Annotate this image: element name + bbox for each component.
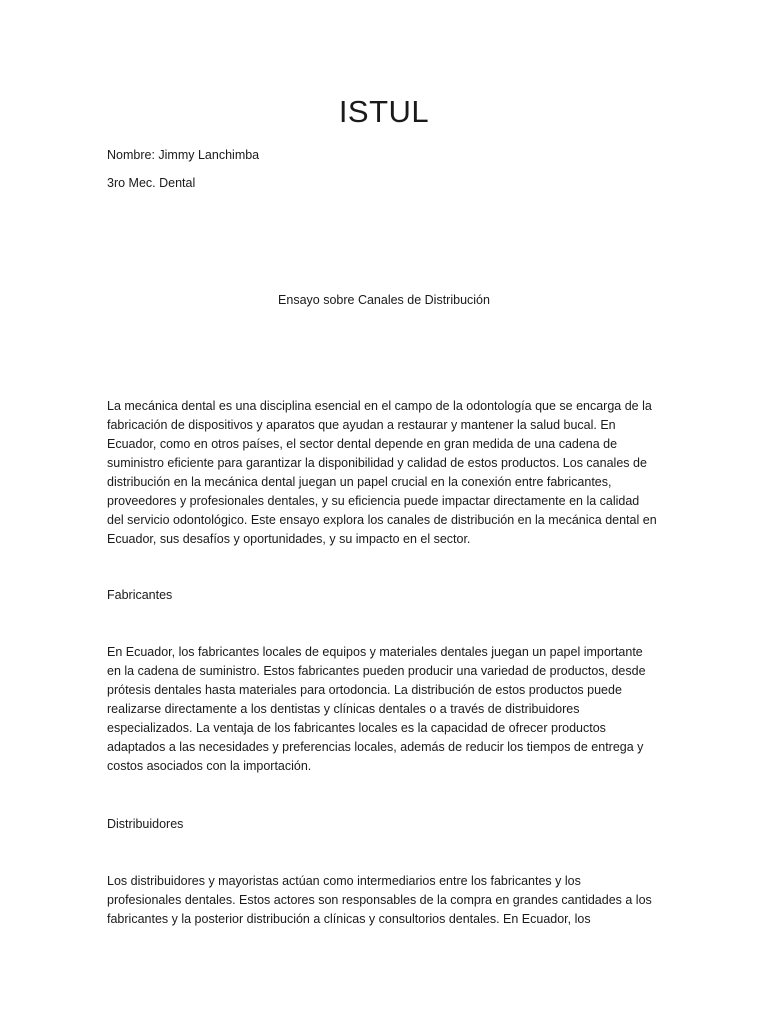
paragraph-line: La mecánica dental es una disciplina esencial en el campo de la odontología que se encarga de la [107,399,652,413]
paragraph-line: Los distribuidores y mayoristas actúan como intermediarios entre los fabricantes y los [107,874,581,888]
paragraph-line: fabricación de dispositivos y aparatos que ayudan a restaurar y mantener la salud bucal. En [107,418,616,432]
paragraph-line: Ecuador, como en otros países, el sector dental depende en gran medida de una cadena de [107,437,618,451]
fabricantes-paragraph [107,643,667,776]
paragraph-line: realizarse directamente a los dentistas y clínicas dentales o a través de distribuidores [107,702,580,716]
document-title: ISTUL [338,94,430,129]
author-name-line: Nombre: Jimmy Lanchimba [107,148,260,162]
distribuidores-paragraph [107,872,667,929]
paragraph-line: costos asociados con la importación. [107,759,312,773]
paragraph-line: En Ecuador, los fabricantes locales de equipos y materiales dentales juegan un papel importante [107,645,643,659]
paragraph-line: fabricantes y la posterior distribución a clínicas y consultorios dentales. En Ecuador, los [107,912,591,926]
paragraph-line: distribución en la mecánica dental juegan un papel crucial en la conexión entre fabricantes, [107,475,612,489]
paragraph-line: suministro eficiente para garantizar la disponibilidad y calidad de estos productos. Los canales de [107,456,647,470]
intro-paragraph [107,397,667,549]
paragraph-line: Ecuador, sus desafíos y oportunidades, y su impacto en el sector. [107,532,471,546]
paragraph-line: proveedores y profesionales dentales, y su eficiencia puede impactar directamente en la calidad [107,494,640,508]
section-heading-distribuidores: Distribuidores [107,817,184,831]
paragraph-line: adaptados a las necesidades y preferencias locales, además de reducir los tiempos de entrega y [107,740,644,754]
essay-title: Ensayo sobre Canales de Distribución [278,293,490,307]
paragraph-line: especializados. La ventaja de los fabricantes locales es la capacidad de ofrecer productos [107,721,606,735]
course-line: 3ro Mec. Dental [107,176,196,190]
paragraph-line: profesionales dentales. Estos actores son responsables de la compra en grandes cantidades a los [107,893,652,907]
paragraph-line: del servicio odontológico. Este ensayo explora los canales de distribución en la mecánica dental en [107,513,657,527]
section-heading-fabricantes: Fabricantes [107,588,173,602]
paragraph-line: prótesis dentales hasta materiales para ortodoncia. La distribución de estos productos puede [107,683,622,697]
paragraph-line: en la cadena de suministro. Estos fabricantes pueden producir una variedad de productos, desde [107,664,646,678]
